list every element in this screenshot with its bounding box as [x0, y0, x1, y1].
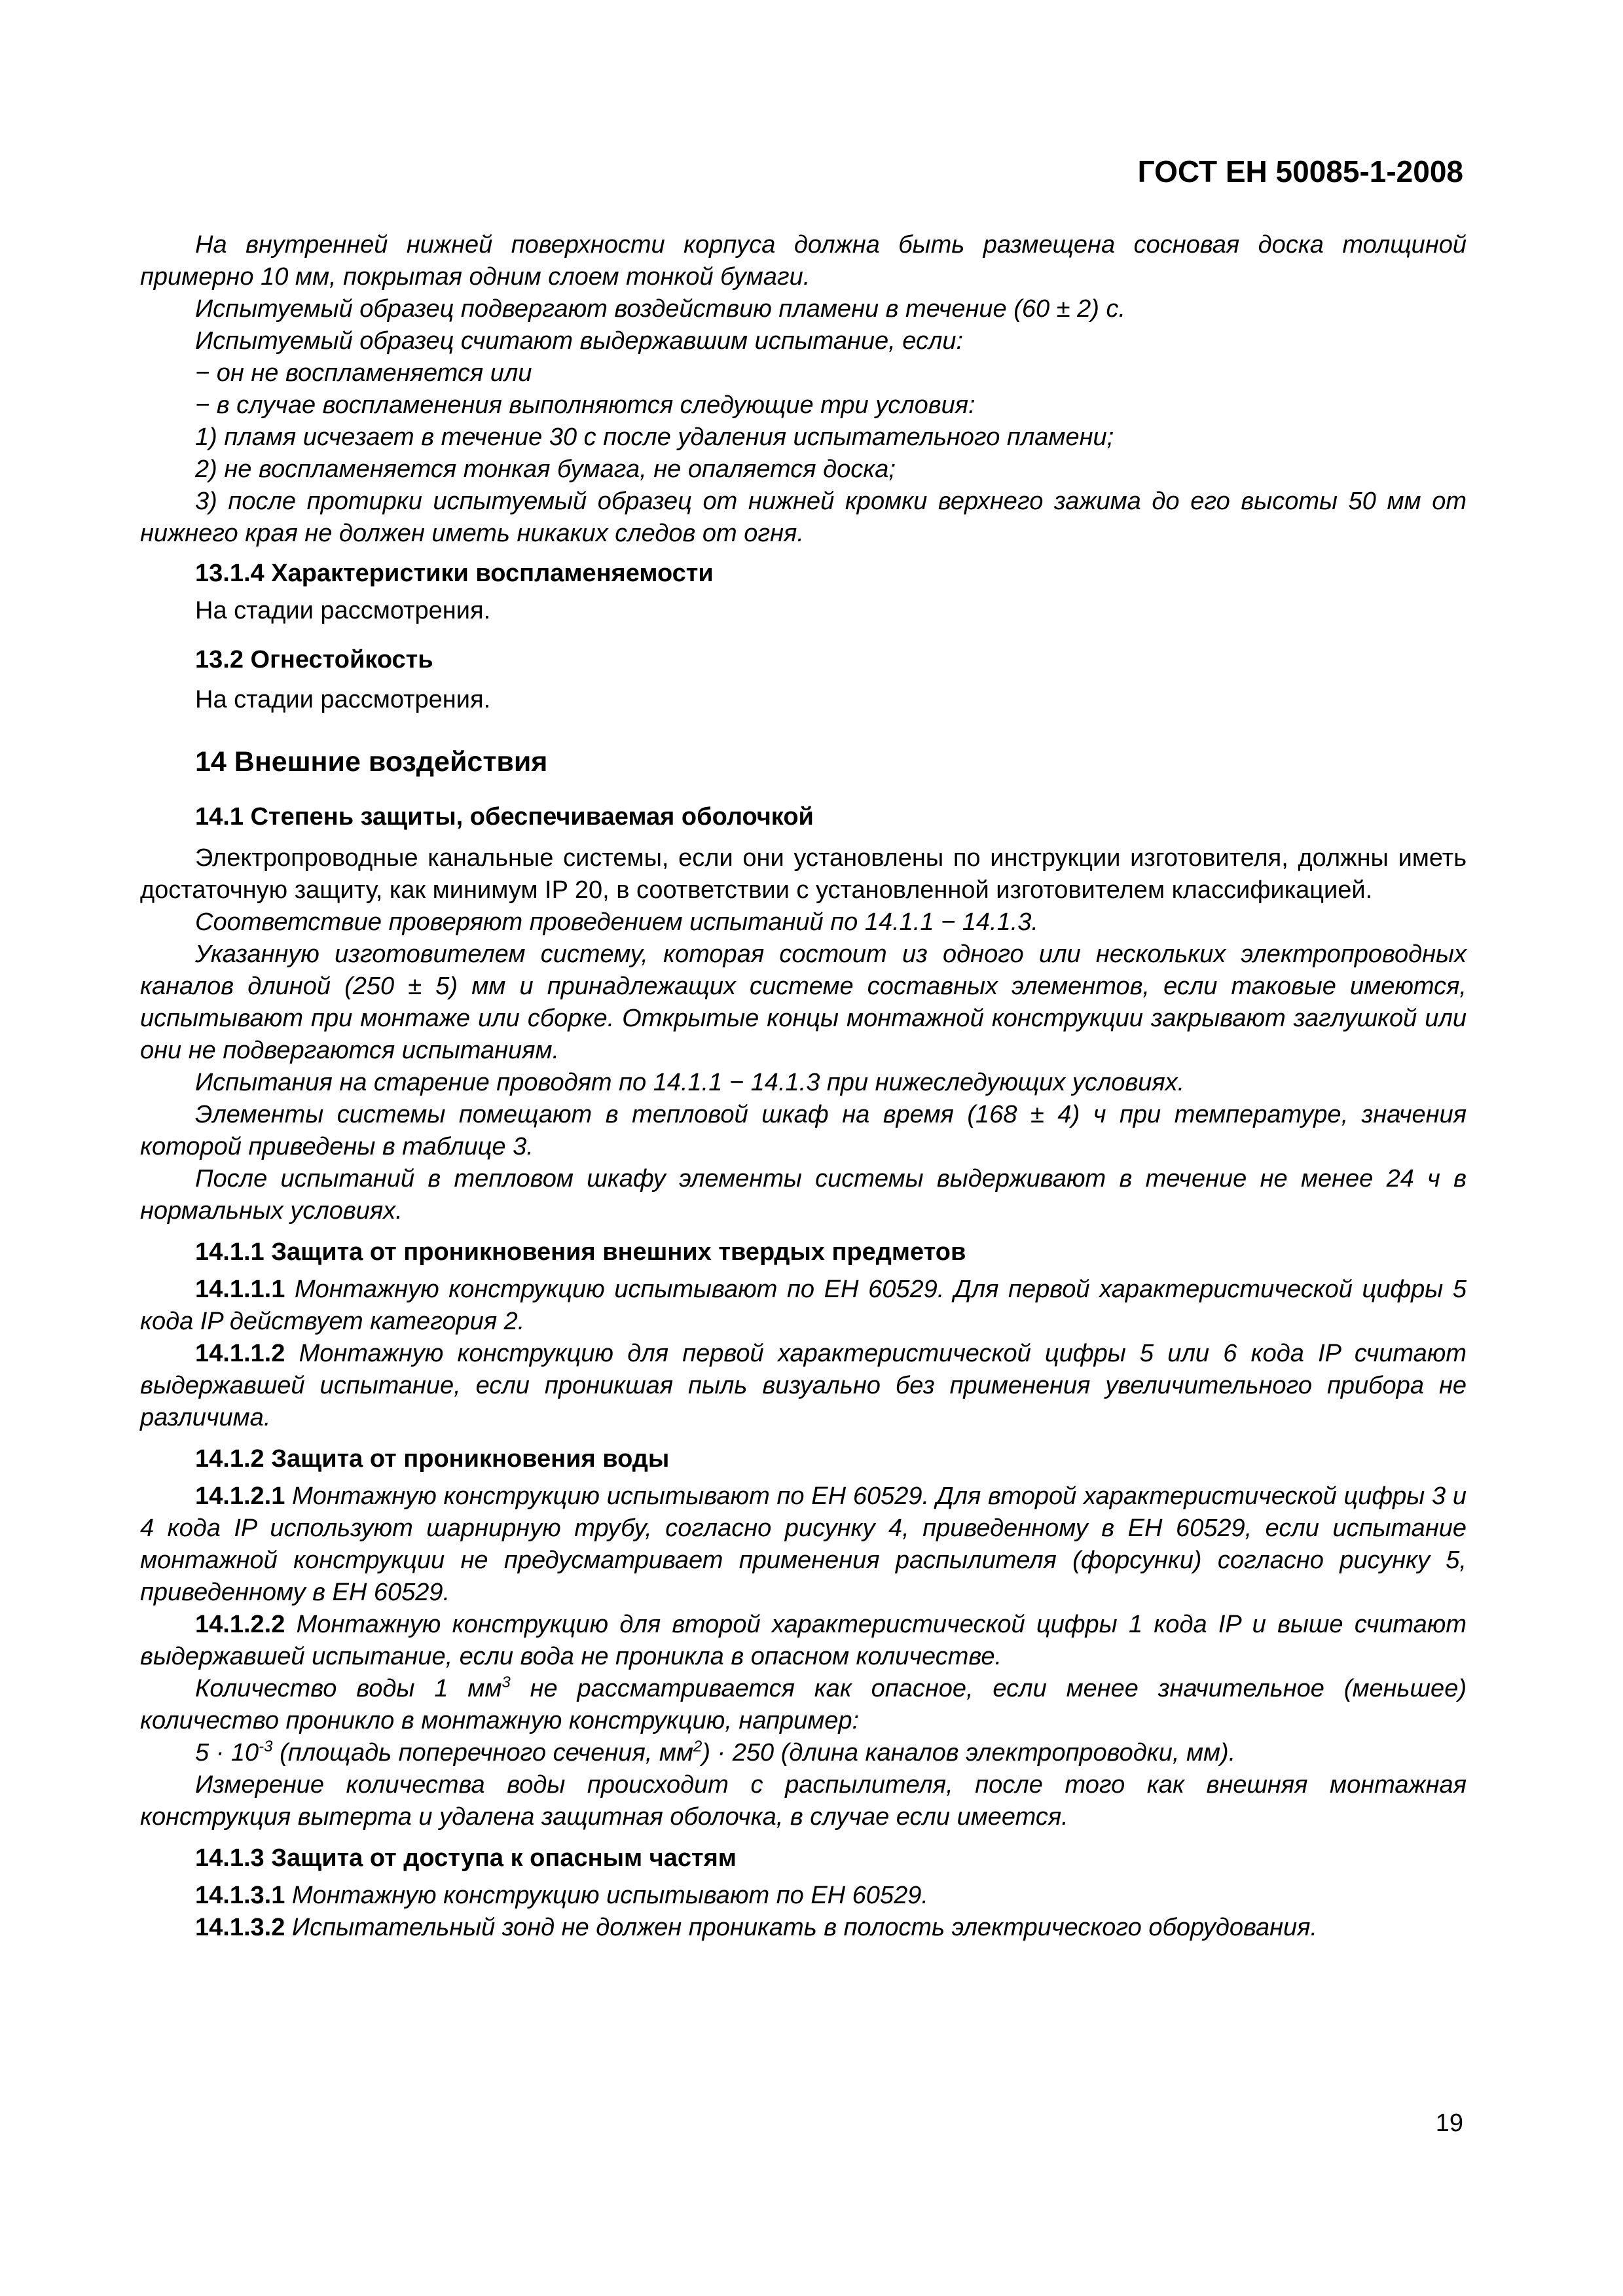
list-item: 2) не воспламеняется тонкая бумага, не опаляется доска;	[195, 456, 896, 483]
paragraph: Соответствие проверяют проведением испытаний по 14.1.1 − 14.1.3.	[195, 908, 1038, 936]
clause-number: 14.1.2.1	[195, 1482, 285, 1510]
paragraph: На стадии рассмотрения.	[195, 686, 491, 713]
clause-text: Монтажную конструкцию для первой характеристической цифры 5 или 6 кода IP считают выдержавшей испытание, если проникшая пыль визуально без применения увеличительного прибора не различима.	[140, 1340, 1467, 1431]
paragraph: Испытуемый образец считают выдержавшим испытание, если:	[195, 327, 964, 355]
clause-number: 14.1.2.2	[195, 1611, 285, 1638]
paragraph: Испытания на старение проводят по 14.1.1 − 14.1.3 при нижеследующих условиях.	[195, 1069, 1185, 1096]
clause-14-1-2-1	[140, 1480, 1467, 1609]
page-body	[140, 229, 1467, 1944]
heading-13-2: 13.2 Огнестойкость	[195, 646, 433, 673]
clause-text: Монтажную конструкцию для второй характеристической цифры 1 кода IP и выше считают выдержавшей испытание, если вода не проникла в опасном количестве.	[140, 1611, 1467, 1670]
paragraph: На стадии рассмотрения.	[195, 597, 491, 624]
paragraph: Указанную изготовителем систему, которая состоит из одного или нескольких электропроводных каналов длиной (250 ± 5) мм и принадлежащих системе составных элементов, если таковые имеются, испытывают при монтаже или сборке. Открытые концы монтажной конструкции закрывают заглушкой или они не подвергаются испытаниям.	[140, 941, 1467, 1064]
paragraph: Элементы системы помещают в тепловой шкаф на время (168 ± 4) ч при температуре, значения которой приведены в таблице 3.	[140, 1101, 1467, 1160]
clause-text: Монтажную конструкцию испытывают по ЕН 60529.	[285, 1882, 928, 1909]
clause-text: Монтажную конструкцию испытывают по ЕН 60529. Для второй характеристической цифры 3 и 4 кода IP используют шарнирную трубу, согласно рисунку 4, приведенному в ЕН 60529, если испытание монтажной конструкции не предусматривает применения распылителя (форсунки) согласно рисунку 5, приведенному в ЕН 60529.	[140, 1482, 1467, 1606]
paragraph: Измерение количества воды происходит с распылителя, после того как внешняя монтажная конструкция вытерта и удалена защитная оболочка, в случае если имеется.	[140, 1771, 1467, 1831]
clause-14-1-3-2	[140, 1912, 1467, 1944]
list-item: 3) после протирки испытуемый образец от нижней кромки верхнего зажима до его высоты 50 мм от нижнего края не должен иметь никаких следов от огня.	[140, 488, 1467, 547]
document-code: ГОСТ ЕН 50085-1-2008	[1137, 154, 1463, 188]
page-number: 19	[1435, 2109, 1463, 2137]
heading-14-1-2: 14.1.2 Защита от проникновения воды	[195, 1445, 670, 1473]
paragraph: После испытаний в тепловом шкафу элементы системы выдерживают в течение не менее 24 ч в нормальных условиях.	[140, 1165, 1467, 1225]
clause-number: 14.1.1.2	[195, 1340, 285, 1367]
formula: $5 \cdot 10^{-3}$ (площадь поперечного сечения, $мм^2) \cdot 250$ (длина каналов электропроводки, мм).	[195, 1738, 1236, 1767]
heading-14: 14 Внешние воздействия	[195, 746, 548, 778]
clause-number: 14.1.1.1	[195, 1276, 285, 1303]
list-item: 1) пламя исчезает в течение 30 с после удаления испытательного пламени;	[195, 423, 1114, 451]
paragraph: Электропроводные канальные системы, если они установлены по инструкции изготовителя, должны иметь достаточную защиту, как минимум IP 20, в соответствии с установленной изготовителем классификацией.	[140, 844, 1467, 904]
paragraph: Испытуемый образец подвергают воздействию пламени в течение (60 ± 2) с.	[195, 295, 1126, 323]
clause-14-1-1-2	[140, 1338, 1467, 1434]
paragraph-water-quantity: Количество воды 1 $мм^3$ не рассматривается как опасное, если менее значительное (меньшее) количество проникло в монтажную конструкцию, например:	[140, 1674, 1467, 1734]
list-item: − он не воспламеняется или	[195, 359, 532, 387]
heading-14-1-1: 14.1.1 Защита от проникновения внешних твердых предметов	[195, 1238, 966, 1266]
list-item: − в случае воспламенения выполняются следующие три условия:	[195, 391, 976, 419]
clause-14-1-3-1	[140, 1880, 1467, 1912]
clause-14-1-1-1	[140, 1274, 1467, 1338]
clause-number: 14.1.3.1	[195, 1882, 285, 1909]
clause-text: Монтажную конструкцию испытывают по ЕН 60529. Для первой характеристической цифры 5 кода IP действует категория 2.	[140, 1276, 1467, 1335]
clause-14-1-2-2	[140, 1609, 1467, 1673]
clause-text: Испытательный зонд не должен проникать в полость электрического оборудования.	[285, 1914, 1318, 1941]
clause-number: 14.1.3.2	[195, 1914, 285, 1941]
heading-14-1: 14.1 Степень защиты, обеспечиваемая оболочкой	[195, 803, 814, 831]
heading-14-1-3: 14.1.3 Защита от доступа к опасным частям	[195, 1844, 737, 1872]
paragraph: На внутренней нижней поверхности корпуса должна быть размещена сосновая доска толщиной примерно 10 мм, покрытая одним слоем тонкой бумаги.	[140, 231, 1467, 291]
heading-13-1-4: 13.1.4 Характеристики воспламеняемости	[195, 560, 714, 587]
